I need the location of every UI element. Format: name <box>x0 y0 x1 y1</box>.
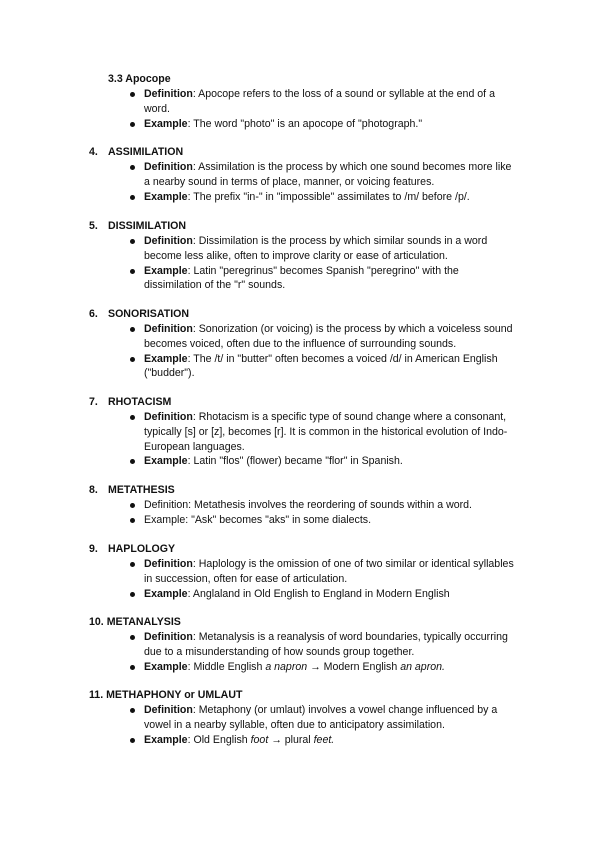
section-title: METATHESIS <box>108 484 175 496</box>
example-item <box>144 587 516 602</box>
example-italic-old: a napron <box>265 660 308 673</box>
bullet-icon <box>130 503 135 508</box>
section-number: 10. <box>89 616 104 628</box>
section-heading <box>89 307 189 322</box>
definition-text: : Sonorization (or voicing) is the process by which a voiceless sound becomes voiced, often due to the influence of surrounding sounds. <box>144 323 513 350</box>
bullet-icon <box>130 415 135 420</box>
definition-text: : Dissimilation is the process by which similar sounds in a word become less alike, often to improve clarity or ease of articulation. <box>144 235 488 262</box>
bullet-icon <box>130 92 135 97</box>
definition-item <box>144 234 516 264</box>
definition-label: Definition <box>144 411 193 423</box>
bullet-icon <box>130 665 135 670</box>
definition-text: : Metaphony (or umlaut) involves a vowel change influenced by a vowel in a nearby syllable, often due to anticipatory assimilation. <box>144 704 498 731</box>
definition-item <box>144 703 516 733</box>
example-item <box>144 190 516 205</box>
definition-text: : Haplology is the omission of one of two similar or identical syllables in succession, often for ease of articulation. <box>144 558 514 585</box>
definition-text: : Metathesis involves the reordering of sounds within a word. <box>188 499 472 511</box>
bullet-icon <box>130 738 135 743</box>
section-number: 11. <box>89 689 104 701</box>
section-title: Apocope <box>125 73 171 85</box>
example-text: : Latin "flos" (flower) became "flor" in Spanish. <box>187 455 403 468</box>
section-title: METANALYSIS <box>106 616 181 628</box>
definition-text: : Apocope refers to the loss of a sound or syllable at the end of a word. <box>144 88 495 115</box>
section-title: DISSIMILATION <box>108 220 187 232</box>
example-text: : Anglaland in Old English to England in Modern English <box>187 587 450 600</box>
example-label: Example <box>144 513 186 526</box>
definition-item <box>144 557 516 587</box>
definition-label: Definition <box>144 558 193 570</box>
section-heading <box>89 395 171 410</box>
bullet-icon <box>130 708 135 713</box>
section-title: METHAPHONY or UMLAUT <box>106 689 243 701</box>
example-label: Example <box>144 117 188 130</box>
example-text: : The /t/ in "butter" often becomes a voiced /d/ in American English ("budder"). <box>144 352 498 380</box>
definition-item <box>144 410 516 454</box>
example-text: : Latin "peregrinus" becomes Spanish "peregrino" with the dissimilation of the "r" sounds. <box>144 264 459 292</box>
example-text-pre: : Middle English <box>187 660 266 673</box>
section-number: 8. <box>89 484 98 496</box>
bullet-icon <box>130 195 135 200</box>
example-text: : The prefix "in-" in "impossible" assimilates to /m/ before /p/. <box>187 190 470 203</box>
definition-label: Definition <box>144 235 193 247</box>
example-text: : The word "photo" is an apocope of "photograph." <box>187 117 423 130</box>
example-label: Example <box>144 455 188 468</box>
section-heading <box>108 72 171 87</box>
section-number: 6. <box>89 308 98 320</box>
bullet-icon <box>130 327 135 332</box>
example-item <box>144 454 516 469</box>
example-italic-new: an apron. <box>400 660 445 673</box>
example-item <box>144 117 516 132</box>
example-label: Example <box>144 352 188 365</box>
example-label: Example <box>144 660 188 673</box>
section-number: 9. <box>89 543 98 555</box>
example-label: Example <box>144 587 188 600</box>
section-heading <box>89 688 242 703</box>
section-heading <box>89 219 186 234</box>
section-title: ASSIMILATION <box>108 146 184 158</box>
section-heading <box>89 145 183 160</box>
definition-label: Definition <box>144 631 193 643</box>
example-italic-singular: foot <box>250 733 269 746</box>
example-label: Example <box>144 264 188 277</box>
example-item <box>144 513 516 528</box>
definition-item <box>144 87 516 117</box>
definition-label: Definition <box>144 704 193 716</box>
section-heading <box>89 615 181 630</box>
section-number: 5. <box>89 220 98 232</box>
bullet-icon <box>130 239 135 244</box>
section-number: 3.3 <box>108 73 123 85</box>
bullet-icon <box>130 357 135 362</box>
example-text-pre: : Old English <box>187 733 251 746</box>
section-number: 7. <box>89 396 98 408</box>
example-item <box>144 733 516 748</box>
bullet-icon <box>130 165 135 170</box>
definition-text: : Assimilation is the process by which one sound becomes more like a nearby sound in terms of place, manner, or voicing features. <box>144 161 512 188</box>
definition-item <box>144 498 516 513</box>
bullet-icon <box>130 459 135 464</box>
example-text-mid: → Modern English <box>307 660 401 673</box>
definition-label: Definition <box>144 499 189 511</box>
example-italic-plural: feet. <box>313 733 335 746</box>
section-title: HAPLOLOGY <box>108 543 176 555</box>
bullet-icon <box>130 518 135 523</box>
section-heading <box>89 542 175 557</box>
definition-text: : Rhotacism is a specific type of sound change where a consonant, typically [s] or [z], becomes [r]. It is common in the historical evolution of Indo-European languages. <box>144 411 508 453</box>
example-label: Example <box>144 733 188 746</box>
definition-label: Definition <box>144 323 193 335</box>
example-label: Example <box>144 190 188 203</box>
bullet-icon <box>130 122 135 127</box>
example-text-mid: → plural <box>268 733 314 746</box>
example-item <box>144 264 516 294</box>
definition-label: Definition <box>144 88 193 100</box>
section-title: SONORISATION <box>108 308 190 320</box>
bullet-icon <box>130 269 135 274</box>
bullet-icon <box>130 562 135 567</box>
example-item <box>144 352 516 382</box>
section-heading <box>89 483 175 498</box>
bullet-icon <box>130 635 135 640</box>
definition-item <box>144 322 516 352</box>
section-number: 4. <box>89 146 98 158</box>
section-title: RHOTACISM <box>108 396 172 408</box>
example-item <box>144 660 516 675</box>
definition-label: Definition <box>144 161 193 173</box>
example-text: : "Ask" becomes "aks" in some dialects. <box>185 513 372 526</box>
definition-item <box>144 630 516 660</box>
definition-item <box>144 160 516 190</box>
bullet-icon <box>130 592 135 597</box>
definition-text: : Metanalysis is a reanalysis of word boundaries, typically occurring due to a misunderstanding of how sounds group together. <box>144 631 508 658</box>
